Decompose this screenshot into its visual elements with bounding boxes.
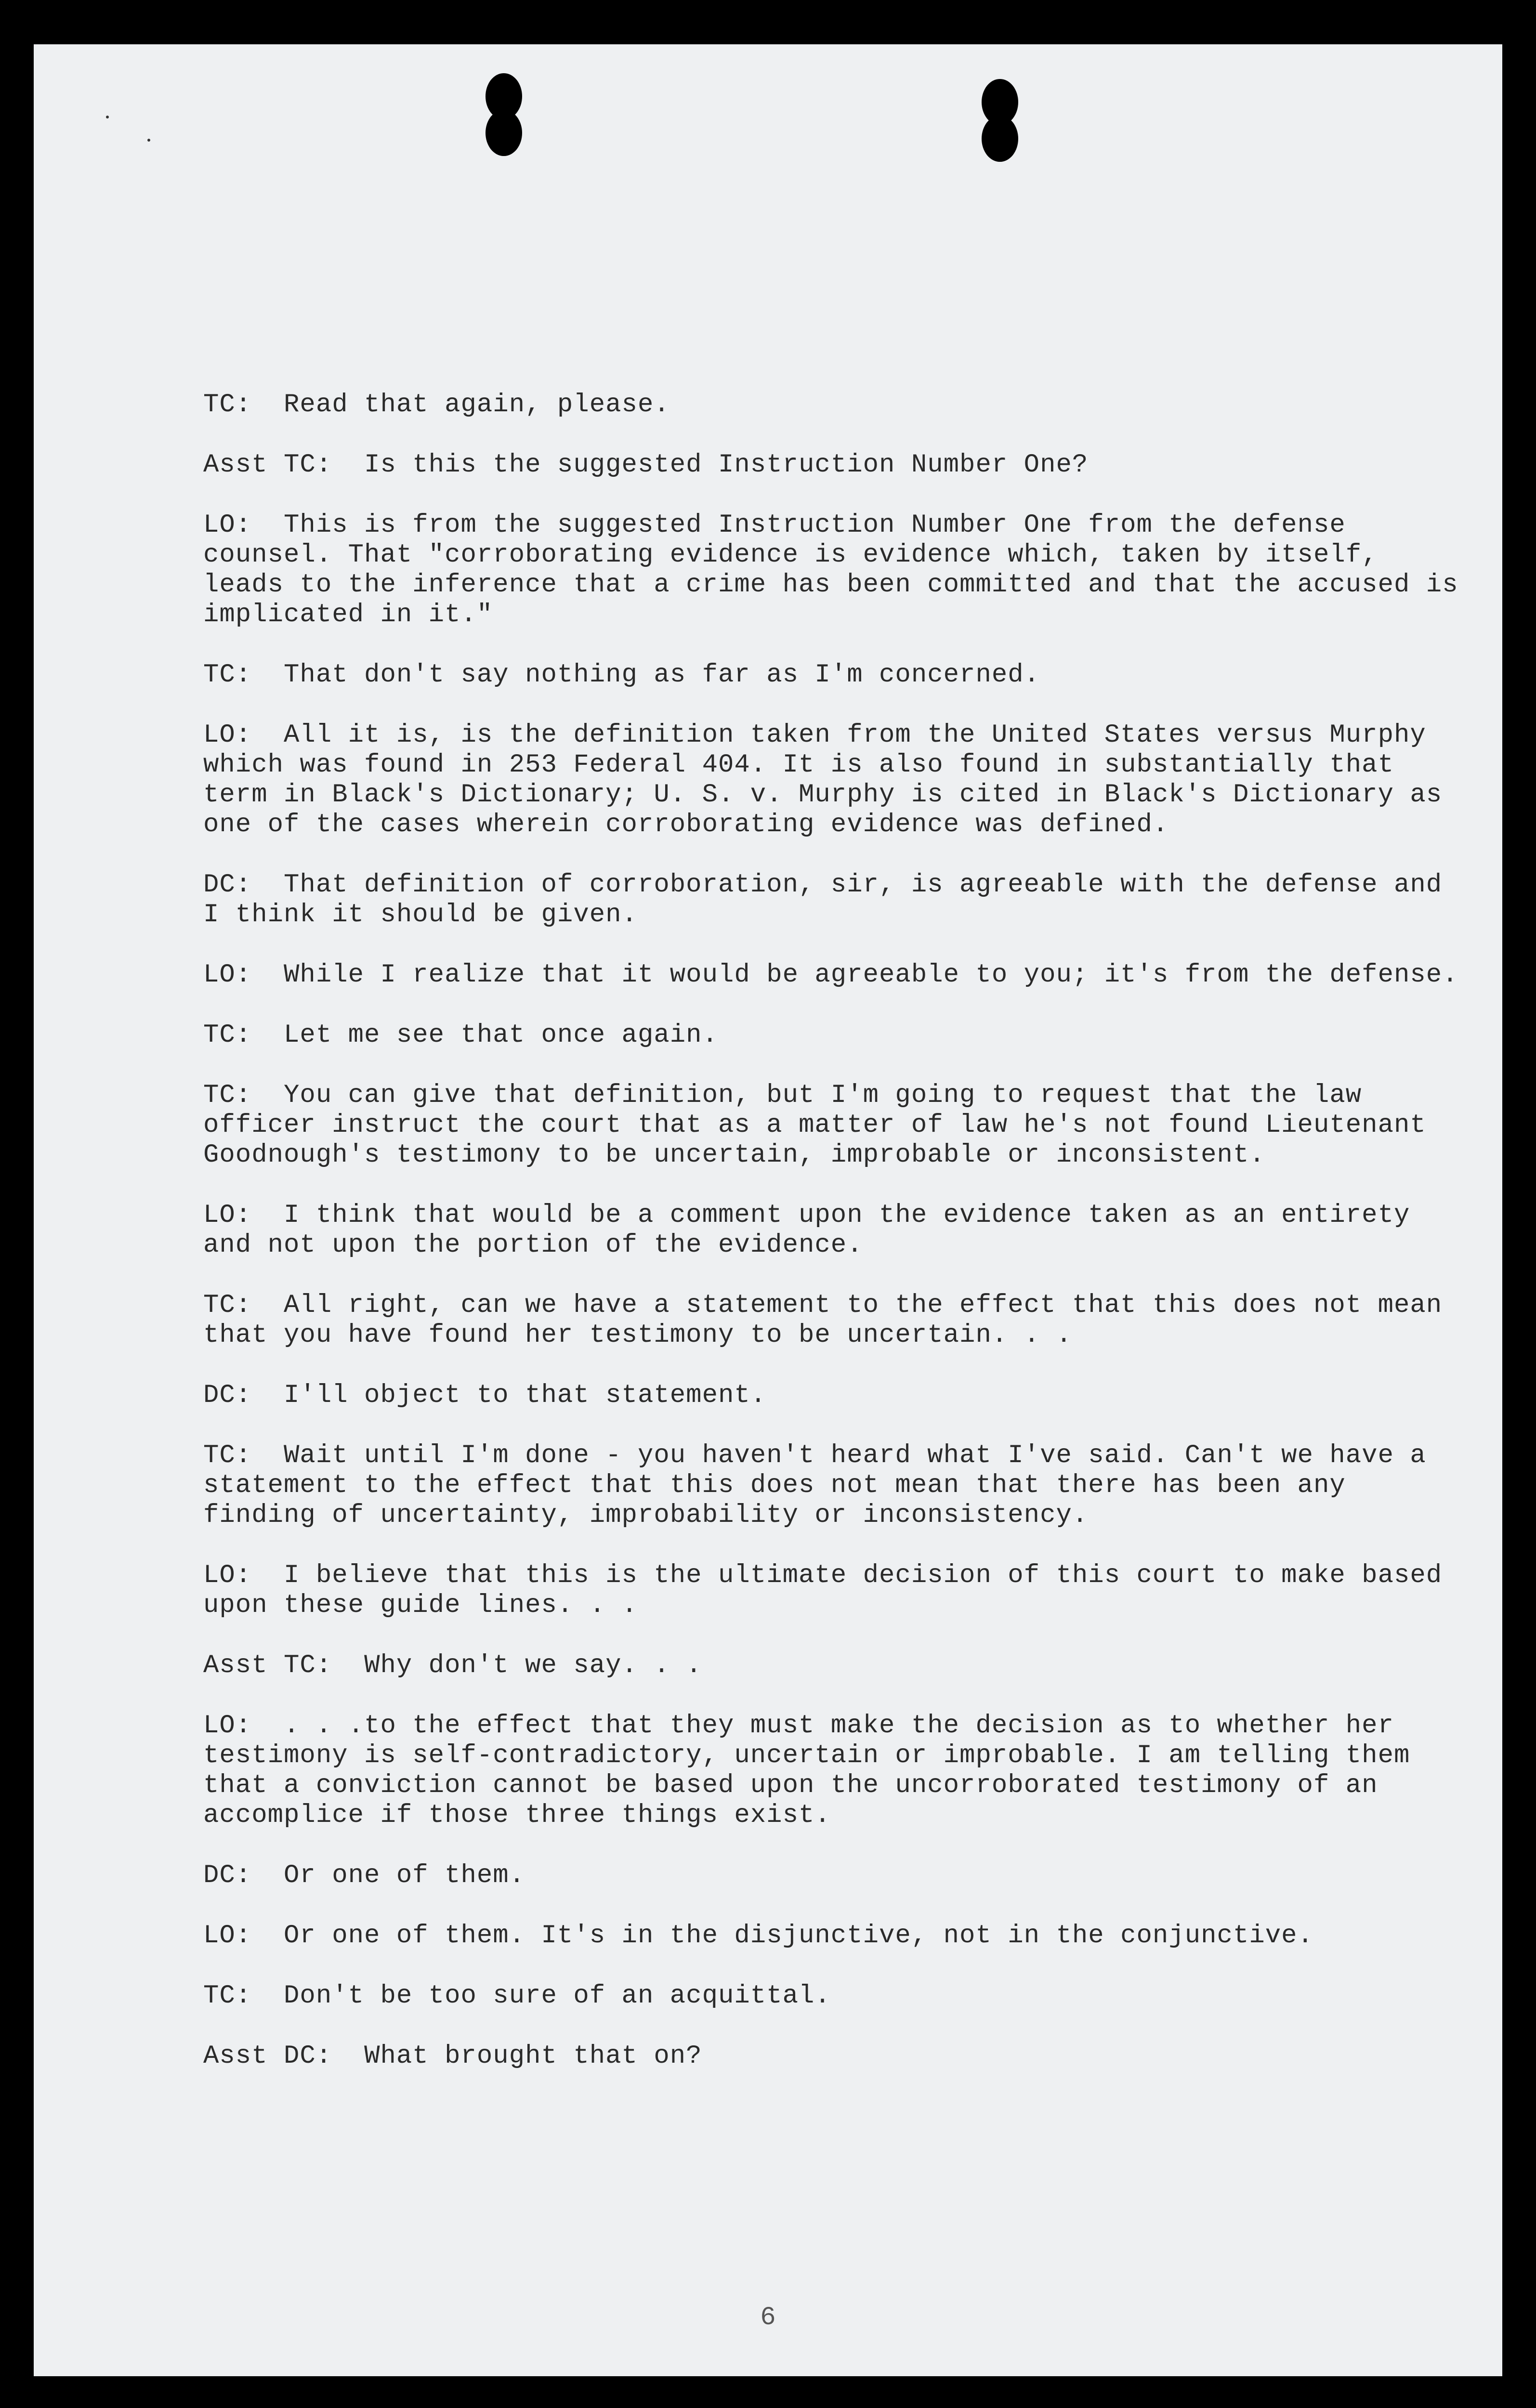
transcript-exchange — [203, 960, 1465, 990]
speaker-label: DC — [203, 870, 236, 900]
utterance-text: While I realize that it would be agreeable to you; it's from the defense. — [284, 960, 1458, 990]
speaker-separator: : — [235, 1561, 284, 1590]
transcript-exchange — [203, 510, 1475, 630]
speaker-separator: : — [235, 1861, 284, 1890]
page-number: 6 — [760, 2303, 776, 2332]
transcript-exchange — [203, 720, 1465, 840]
utterance-text: Why don't we say. . . — [364, 1651, 702, 1680]
speaker-label: TC — [203, 1981, 236, 2011]
speaker-separator: : — [235, 1201, 284, 1230]
speaker-label: LO — [203, 1561, 236, 1590]
speaker-separator: : — [315, 450, 365, 480]
transcript-exchange — [203, 1981, 1465, 2011]
utterance-text: What brought that on? — [364, 2042, 702, 2071]
transcript-exchange — [203, 660, 1465, 690]
speaker-separator: : — [235, 1021, 284, 1050]
transcript-exchange — [203, 1081, 1465, 1170]
transcript-exchange — [203, 1651, 1465, 1681]
utterance-text: Let me see that once again. — [284, 1021, 718, 1050]
transcript-exchange — [203, 1021, 1465, 1050]
speaker-label: TC — [203, 390, 236, 419]
transcript-exchange — [203, 1711, 1465, 1831]
utterance-text: You can give that definition, but I'm going to request that the law officer instruct the court that as a matter of law he's not found Lieutenant Goodnough's testimony to be uncertain, improbable or inconsistent. — [203, 1081, 1443, 1170]
speaker-separator: : — [235, 1381, 284, 1410]
speaker-label: TC — [203, 1081, 236, 1110]
utterance-text: I'll object to that statement. — [284, 1381, 767, 1410]
speaker-label: TC — [203, 1291, 236, 1320]
speaker-separator: : — [235, 1981, 284, 2011]
speaker-label: LO — [203, 1921, 236, 1950]
transcript-exchange — [203, 1861, 1465, 1891]
speaker-label: TC — [203, 1021, 236, 1050]
speaker-label: DC — [203, 1381, 236, 1410]
utterance-text: Don't be too sure of an acquittal. — [284, 1981, 831, 2011]
speaker-separator: : — [235, 870, 284, 900]
ink-speck — [147, 139, 150, 142]
utterance-text: That definition of corroboration, sir, is agreeable with the defense and I think it should be given. — [203, 870, 1458, 929]
transcript-exchange — [203, 870, 1465, 930]
transcript-body — [203, 390, 1475, 2102]
speaker-label: LO — [203, 510, 236, 540]
transcript-exchange — [203, 1441, 1465, 1531]
transcript-exchange — [203, 1561, 1465, 1621]
speaker-label: Asst DC — [203, 2042, 316, 2071]
speaker-separator: : — [235, 1081, 284, 1110]
utterance-text: Read that again, please. — [284, 390, 670, 419]
utterance-text: All right, can we have a statement to the effect that this does not mean that you have found her testimony to be uncertain. . . — [203, 1291, 1458, 1350]
punch-hole-left — [483, 72, 525, 157]
transcript-exchange — [203, 1291, 1465, 1350]
speaker-label: LO — [203, 720, 236, 750]
transcript-exchange — [203, 1381, 1465, 1411]
utterance-text: That don't say nothing as far as I'm concerned. — [284, 660, 1040, 690]
speaker-separator: : — [235, 1291, 284, 1320]
speaker-separator: : — [235, 660, 284, 690]
utterance-text: Or one of them. It's in the disjunctive, not in the conjunctive. — [284, 1921, 1313, 1950]
speaker-separator: : — [315, 1651, 365, 1680]
utterance-text: Is this the suggested Instruction Number One? — [364, 450, 1089, 480]
transcript-exchange — [203, 1201, 1465, 1260]
speaker-label: Asst TC — [203, 1651, 316, 1680]
utterance-text: All it is, is the definition taken from the United States versus Murphy which was found in 253 Federal 404. It is also found in substantially that term in Black's Dictionary; U. S. v. Murphy is cited in Black's Dictionary as one of the cases wherein corroborating evidence was defined. — [203, 720, 1458, 839]
speaker-label: DC — [203, 1861, 236, 1890]
utterance-text: I believe that this is the ultimate decision of this court to make based upon these guide lines. . . — [203, 1561, 1458, 1620]
speaker-separator: : — [235, 390, 284, 419]
speaker-label: LO — [203, 1201, 236, 1230]
punch-hole-right — [979, 78, 1021, 163]
speaker-label: TC — [203, 1441, 236, 1470]
speaker-separator: : — [235, 510, 284, 540]
utterance-text: This is from the suggested Instruction Number One from the defense counsel. That "corroborating evidence is evidence which, taken by itself, leads to the inference that a crime has been committed and that the accused is implicated in it." — [203, 510, 1475, 629]
speaker-separator: : — [235, 1921, 284, 1950]
speaker-label: LO — [203, 960, 236, 990]
speaker-separator: : — [235, 1441, 284, 1470]
ink-speck — [106, 116, 109, 118]
transcript-exchange — [203, 2042, 1465, 2071]
transcript-exchange — [203, 390, 1465, 420]
speaker-label: LO — [203, 1711, 236, 1741]
utterance-text: I think that would be a comment upon the evidence taken as an entirety and not upon the portion of the evidence. — [203, 1201, 1426, 1260]
transcript-exchange — [203, 1921, 1465, 1951]
document-page — [34, 44, 1502, 2376]
utterance-text: Or one of them. — [284, 1861, 525, 1890]
transcript-exchange — [203, 450, 1465, 480]
speaker-label: Asst TC — [203, 450, 316, 480]
utterance-text: . . .to the effect that they must make the decision as to whether her testimony is self-contradictory, uncertain or improbable. I am telling them that a conviction cannot be based upon the uncorroborated testimony of an accomplice if those three things exist. — [203, 1711, 1426, 1830]
speaker-label: TC — [203, 660, 236, 690]
speaker-separator: : — [235, 720, 284, 750]
speaker-separator: : — [235, 960, 284, 990]
speaker-separator: : — [235, 1711, 284, 1741]
speaker-separator: : — [315, 2042, 365, 2071]
utterance-text: Wait until I'm done - you haven't heard what I've said. Can't we have a statement to the effect that this does not mean that there has been any finding of uncertainty, improbability or inconsistency. — [203, 1441, 1443, 1530]
